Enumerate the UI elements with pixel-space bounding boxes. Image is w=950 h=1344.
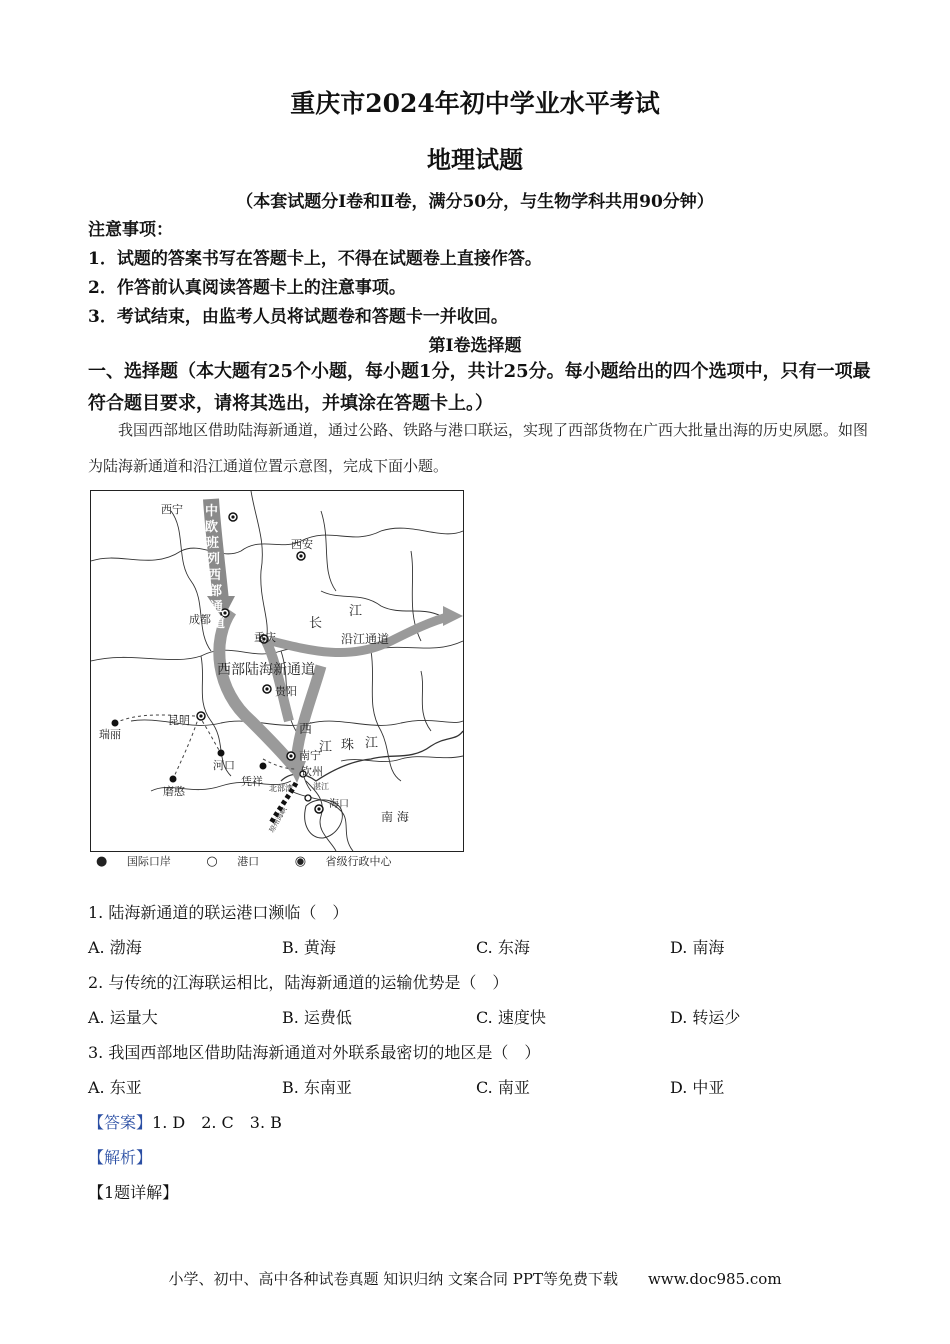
question-3-option-b: B. 东南亚 (282, 1078, 352, 1097)
map-svg (91, 491, 463, 851)
label-zhujiang-2: 江 (365, 736, 379, 751)
svg-text:部: 部 (209, 584, 223, 599)
svg-text:通: 通 (210, 600, 224, 615)
question-3-option-d: D. 中亚 (670, 1078, 725, 1097)
question-2-option-d: D. 转运少 (670, 1008, 741, 1027)
corridor-map (90, 490, 464, 852)
question-2-stem: 2. 与传统的江海联运相比，陆海新通道的运输优势是（ ） (88, 973, 509, 992)
label-xining: 西宁 (161, 503, 183, 516)
label-guiyang: 贵阳 (275, 685, 297, 698)
notice-item-1: 1．试题的答案书写在答题卡上，不得在试题卷上直接作答。 (88, 249, 542, 269)
label-qinzhou: 钦州 (301, 765, 323, 778)
label-new-corridor: 西部陆海新通道 (217, 662, 315, 678)
label-nanning: 南宁 (299, 749, 321, 762)
question-3-option-c: C. 南亚 (476, 1078, 530, 1097)
question-1-stem: 1. 陆海新通道的联运港口濒临（ ） (88, 903, 349, 922)
question-1-option-d: D. 南海 (670, 938, 725, 957)
svg-text:中: 中 (205, 504, 219, 519)
answer-line (88, 1110, 282, 1133)
label-xijiang-2: 江 (319, 740, 333, 755)
answer-text: 1. D 2. C 3. B (152, 1113, 282, 1132)
intl-port-markers (112, 720, 267, 783)
label-chengdu: 成都 (189, 613, 211, 626)
question-2-option-a: A. 运量大 (88, 1008, 158, 1027)
part-heading: 一、选择题（本大题有25个小题，每小题1分，共计25分。每小题给出的四个选项中，只有一项最符合题目要求，请将其选出，并填涂在答题卡上。） (88, 361, 871, 414)
svg-text:道: 道 (212, 616, 226, 631)
label-along-river: 沿江通道 (341, 632, 390, 646)
exam-title: 重庆市2024年初中学业水平考试 (290, 89, 660, 118)
question-1-option-c: C. 东海 (476, 938, 530, 957)
label-zhanjiang: 湛江 (313, 782, 329, 791)
label-kunming: 昆明 (168, 714, 190, 727)
subject-title: 地理试题 (427, 145, 523, 174)
question-3-option-a: A. 东亚 (88, 1078, 142, 1097)
intro-paragraph: 我国西部地区借助陆海新通道，通过公路、铁路与港口联运，实现了西部货物在广西大批量出海的历史夙愿。如图为陆海新通道和沿江通道位置示意图，完成下面小题。 (88, 421, 869, 475)
analysis-tag: 【解析】 (88, 1148, 153, 1167)
section-title: 第Ⅰ卷选择题 (428, 336, 522, 356)
label-haikou: 海口 (329, 799, 349, 810)
question-2-option-c: C. 速度快 (476, 1008, 546, 1027)
exam-note: （本套试题分Ⅰ卷和Ⅱ卷，满分50分，与生物学科共用90分钟） (236, 192, 714, 212)
label-mohan: 磨憨 (163, 785, 185, 798)
svg-text:列: 列 (207, 552, 221, 567)
svg-text:西: 西 (208, 568, 222, 583)
question-2-option-b: B. 运费低 (282, 1008, 352, 1027)
legend-port: ○ 港口 (206, 854, 260, 869)
svg-text:班: 班 (206, 536, 220, 551)
label-changjiang-1: 长 (309, 616, 323, 631)
notice-item-2: 2．作答前认真阅读答题卡上的注意事项。 (88, 278, 406, 298)
svg-text:欧: 欧 (205, 520, 219, 535)
label-changjiang-2: 江 (349, 604, 363, 619)
label-qiongzhou: 琼州海峡 (267, 805, 289, 834)
answer-tag: 【答案】 (88, 1113, 153, 1132)
label-xijiang-1: 西 (299, 722, 313, 737)
notice-item-3: 3．考试结束，由监考人员将试题卷和答题卡一并收回。 (88, 307, 508, 327)
label-beibuwan: 北部湾 (269, 784, 293, 793)
label-ruili: 瑞丽 (99, 728, 121, 741)
question-1-option-a: A. 渤海 (88, 938, 142, 957)
page-footer: 小学、初中、高中各种试卷真题 知识归纳 文案合同 PPT等免费下载 www.doc985.com (168, 1270, 782, 1288)
label-nanhai: 南 海 (381, 810, 409, 824)
question-1-option-b: B. 黄海 (282, 938, 336, 957)
label-chongqing: 重庆 (254, 631, 276, 644)
detail-heading: 【1题详解】 (88, 1183, 179, 1202)
notice-heading: 注意事项： (88, 220, 173, 240)
legend-intl-port: ● 国际口岸 (96, 854, 171, 869)
question-3-stem: 3. 我国西部地区借助陆海新通道对外联系最密切的地区是（ ） (88, 1043, 541, 1062)
label-pingxiang: 凭祥 (241, 775, 263, 788)
label-xian: 西安 (291, 538, 313, 551)
label-zhujiang-1: 珠 (341, 738, 355, 753)
map-legend (96, 853, 424, 869)
legend-capital: ◉ 省级行政中心 (294, 854, 392, 869)
label-hekou: 河口 (213, 759, 235, 772)
